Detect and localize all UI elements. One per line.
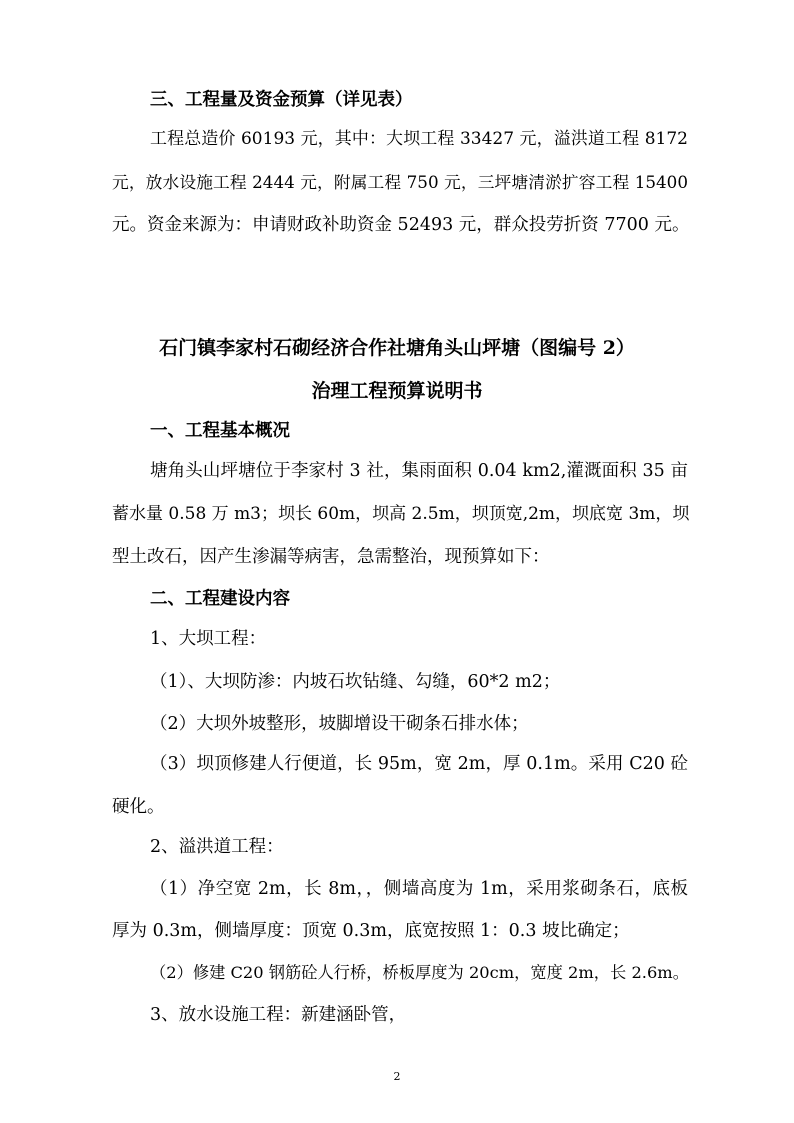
section1-line-1: 塘角头山坪塘位于李家村 3 社，集雨面积 0.04 km2,灌溉面积 35 亩 bbox=[150, 461, 688, 481]
item3-label: 3、放水设施工程：新建涵卧管， bbox=[150, 1005, 407, 1025]
doc-title-line-1: 石门镇李家村石砌经济合作社塘角头山坪塘（图编号 2） bbox=[159, 337, 635, 359]
section2-heading: 二、工程建设内容 bbox=[150, 589, 290, 609]
item1-label: 1、大坝工程： bbox=[150, 629, 267, 649]
section3-line-3: 元。资金来源为：申请财政补助资金 52493 元，群众投劳折资 7700 元。 bbox=[112, 215, 690, 235]
doc-title-line-2: 治理工程预算说明书 bbox=[311, 380, 483, 402]
section1-heading: 一、工程基本概况 bbox=[150, 421, 290, 441]
section3-line-2: 元，放水设施工程 2444 元，附属工程 750 元，三坪塘清淤扩容工程 15400 bbox=[112, 172, 688, 192]
item1-sub3-line-1: （3）坝顶修建人行便道，长 95m，宽 2m，厚 0.1m。采用 C20 砼 bbox=[150, 754, 688, 774]
item2-sub1-line-2: 厚为 0.3m，侧墙厚度：顶宽 0.3m，底宽按照 1：0.3 坡比确定； bbox=[112, 921, 630, 941]
page-number: 2 bbox=[393, 1070, 401, 1083]
section3-heading: 三、工程量及资金预算（详见表） bbox=[150, 90, 413, 110]
section3-line-1: 工程总造价 60193 元，其中：大坝工程 33427 元，溢洪道工程 8172 bbox=[150, 129, 688, 149]
item1-sub2: （2）大坝外坡整形，坡脚增设干砌条石排水体； bbox=[150, 714, 529, 734]
item1-sub3-line-2: 硬化。 bbox=[112, 797, 165, 817]
item2-sub1-line-1: （1）净空宽 2m，长 8m，，侧墙高度为 1m，采用浆砌条石，底板 bbox=[150, 879, 688, 899]
item2-label: 2、溢洪道工程： bbox=[150, 837, 284, 857]
item1-sub1: （1）、大坝防渗：内坡石坎钻缝、勾缝，60*2 m2； bbox=[150, 672, 561, 692]
item2-sub2: （2）修建 C20 钢筋砼人行桥，桥板厚度为 20cm，宽度 2m，长 2.6m。 bbox=[150, 963, 689, 982]
section1-line-3: 型土改石，因产生渗漏等病害，急需整治，现预算如下： bbox=[112, 547, 550, 567]
section1-line-2: 蓄水量 0.58 万 m3；坝长 60m，坝高 2.5m，坝顶宽,2m，坝底宽 3m，坝 bbox=[112, 504, 690, 524]
